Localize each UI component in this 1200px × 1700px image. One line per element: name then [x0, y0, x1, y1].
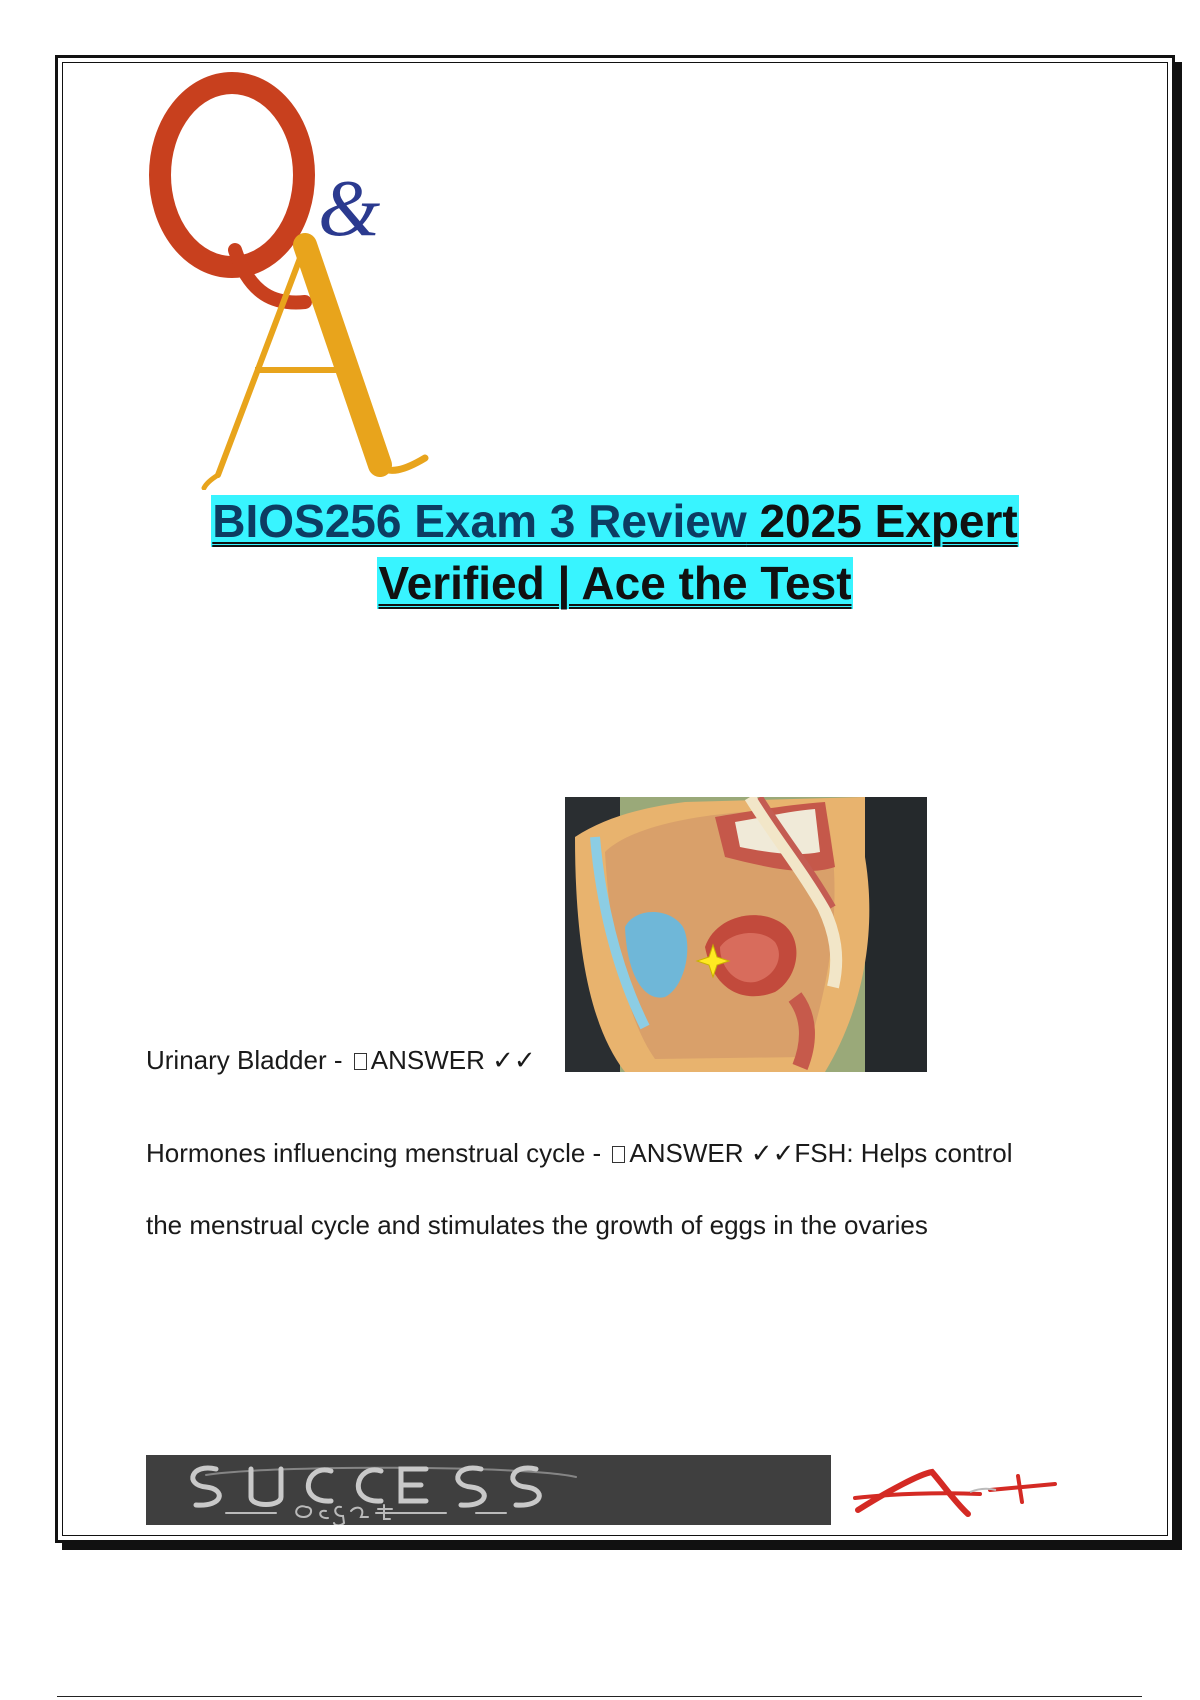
question-2-checkmarks: ✓✓: [750, 1138, 795, 1168]
q-and-a-logo-icon: [140, 70, 440, 490]
letter-a-shape: [204, 245, 425, 488]
question-1-prompt: Urinary Bladder -: [146, 1045, 350, 1075]
footer-rule: [57, 1696, 1142, 1697]
question-1: [146, 1045, 536, 1076]
question-2-answer-line-1: FSH: Helps control: [794, 1138, 1013, 1168]
title-course-link[interactable]: BIOS256 Exam 3 Review: [212, 495, 747, 547]
question-2-answer-label: ANSWER: [629, 1138, 744, 1168]
question-2: [146, 1138, 1013, 1169]
question-2-answer-line-2: the menstrual cycle and stimulates the growth of eggs in the ovaries: [146, 1210, 928, 1240]
question-2-prompt: Hormones influencing menstrual cycle -: [146, 1138, 609, 1168]
svg-text:&: &: [318, 165, 381, 253]
pelvic-anatomy-model-photo: [565, 797, 927, 1072]
question-1-answer-label: ANSWER: [370, 1045, 485, 1075]
title-year-text: 2025 Expert: [746, 495, 1018, 547]
title-line-2: Verified | Ace the Test: [378, 557, 852, 609]
missing-glyph-box-icon: [612, 1146, 625, 1163]
letter-q-shape: [160, 83, 305, 302]
document-title: [120, 490, 1110, 614]
question-1-checkmarks: ✓✓: [492, 1045, 536, 1075]
missing-glyph-box-icon: [354, 1053, 367, 1070]
a-plus-grade-icon: [850, 1462, 1070, 1527]
title-line-1[interactable]: [211, 495, 1018, 547]
success-chalkboard-banner: [146, 1455, 831, 1525]
